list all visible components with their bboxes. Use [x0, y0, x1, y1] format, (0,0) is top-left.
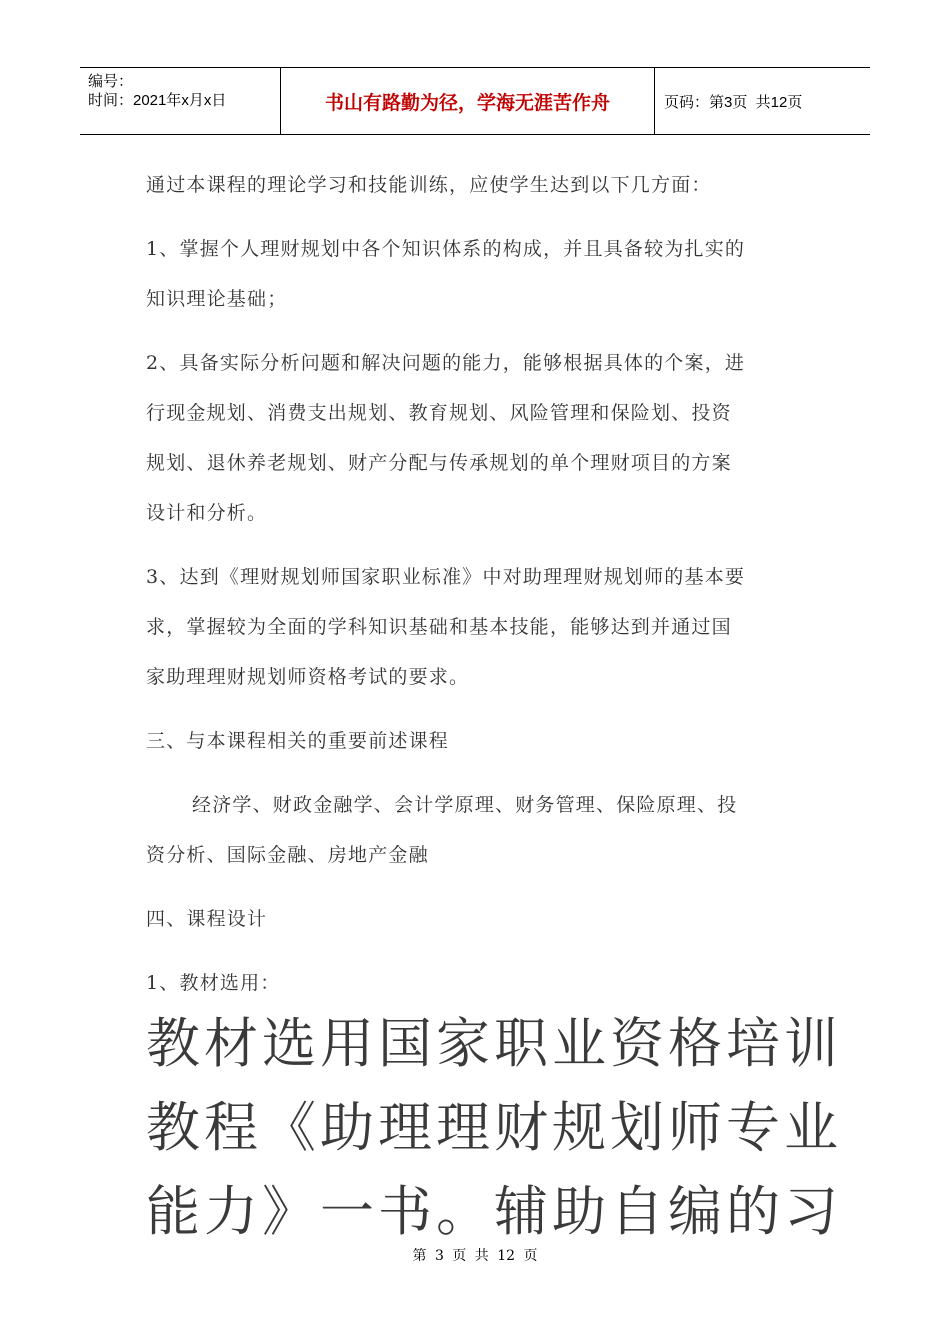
header-page-info: 页码：第3页 共12页 [664, 93, 803, 111]
text-line: 规划、退休养老规划、财产分配与传承规划的单个理财项目的方案 [146, 452, 732, 474]
text-line: 资分析、国际金融、房地产金融 [146, 844, 429, 866]
text-line: 经济学、财政金融学、会计学原理、财务管理、保险原理、投 [192, 794, 738, 816]
objective-item-2 [146, 338, 811, 538]
large-text-line: 教程《助理理财规划师专业 [146, 1096, 842, 1159]
header-meta-cell [80, 68, 281, 134]
section-3-heading-block [146, 716, 811, 766]
page-footer: 第 3 页 共 12 页 [412, 1248, 538, 1264]
prerequisite-courses [146, 780, 811, 880]
intro-paragraph [146, 160, 811, 210]
header-motto: 书山有路勤为径，学海无涯苦作舟 [281, 68, 655, 134]
text-line: 设计和分析。 [146, 502, 268, 524]
text-line: 知识理论基础； [146, 288, 288, 310]
header-page-info-cell [655, 68, 870, 134]
section-3-heading: 三、与本课程相关的重要前述课程 [146, 730, 450, 752]
text-line: 行现金规划、消费支出规划、教育规划、风险管理和保险划、投资 [146, 402, 732, 424]
subsection-1-heading-block [146, 958, 811, 1008]
text-line: 家助理理财规划师资格考试的要求。 [146, 666, 470, 688]
objective-item-3 [146, 552, 811, 702]
document-header [80, 67, 870, 135]
textbook-large-text [146, 1002, 842, 1254]
objective-item-1 [146, 224, 811, 324]
text-line: 2、具备实际分析问题和解决问题的能力，能够根据具体的个案，进 [146, 352, 746, 374]
text-line: 求，掌握较为全面的学科知识基础和基本技能，能够达到并通过国 [146, 616, 732, 638]
document-date-label: 时间：2021年x月x日 [88, 92, 227, 109]
large-text-line: 能力》一书。辅助自编的习 [146, 1180, 842, 1243]
text-line: 3、达到《理财规划师国家职业标准》中对助理理财规划师的基本要 [146, 566, 746, 588]
subsection-1-heading: 1、教材选用： [146, 972, 281, 994]
section-4-heading: 四、课程设计 [146, 908, 268, 930]
text-line: 1、掌握个人理财规划中各个知识体系的构成，并且具备较为扎实的 [146, 238, 746, 260]
text-line: 通过本课程的理论学习和技能训练，应使学生达到以下几方面： [146, 174, 712, 196]
document-number-label: 编号： [88, 73, 134, 90]
large-text-line: 教材选用国家职业资格培训 [146, 1012, 842, 1075]
section-4-heading-block [146, 894, 811, 944]
document-body [146, 160, 811, 1022]
